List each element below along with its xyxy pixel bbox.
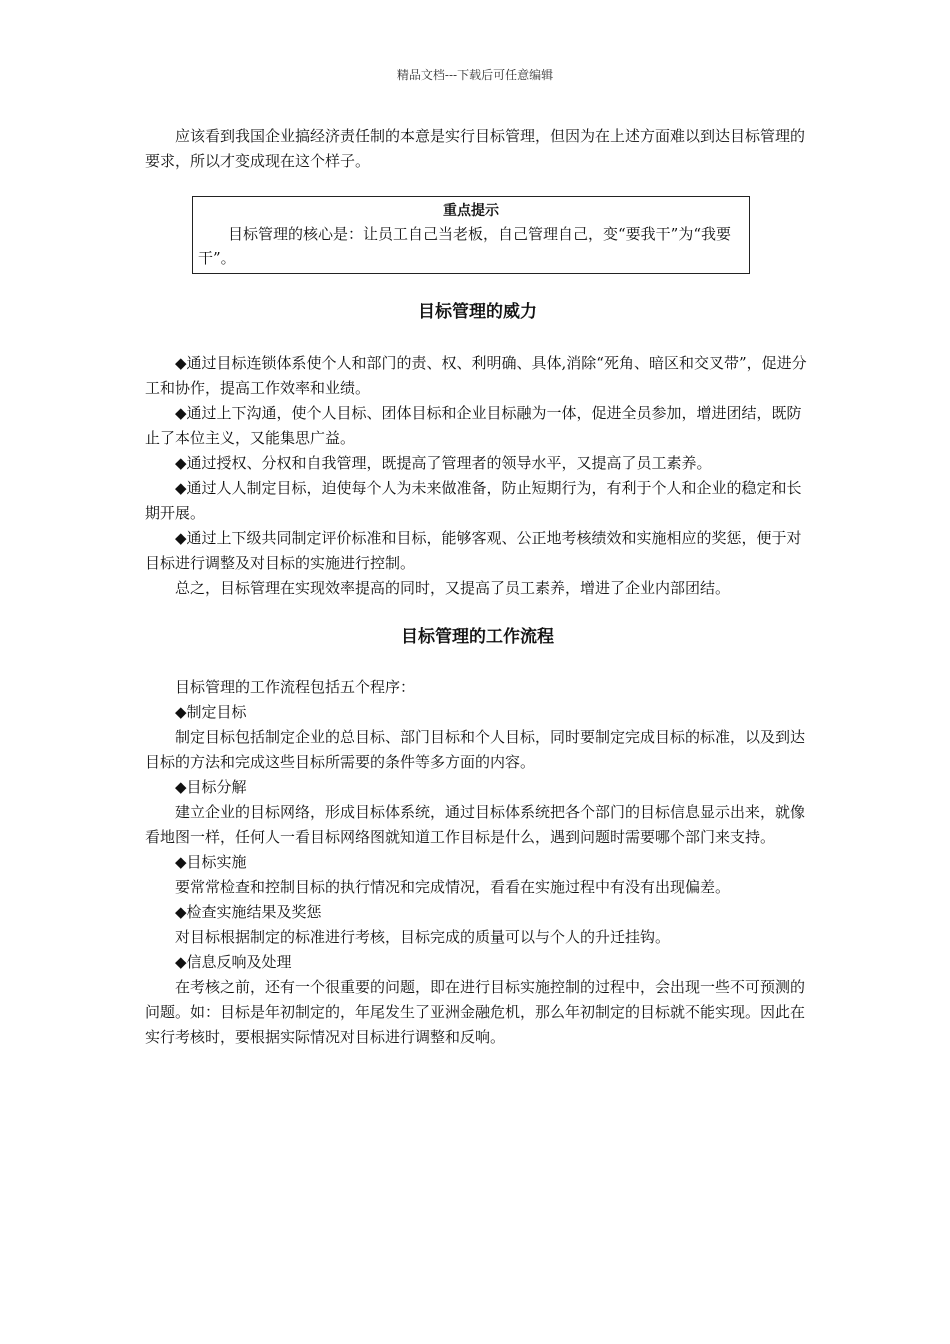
section-title-workflow: 目标管理的工作流程 (401, 627, 554, 647)
step-heading: ◆目标分解 (175, 778, 247, 796)
bullet-paragraph: ◆通过上下级共同制定评价标准和目标，能够客观、公正地考核绩效和实施相应的奖惩，便于对目标进行调整及对目标的实施进行控制。 (145, 529, 802, 572)
intro-paragraph: 应该看到我国企业搞经济责任制的本意是实行目标管理，但因为在上述方面难以到达目标管理的要求，所以才变成现在这个样子。 (145, 127, 806, 170)
step-text: 建立企业的目标网络，形成目标体系统，通过目标体系统把各个部门的目标信息显示出来，就像看地图一样，任何人一看目标网络图就知道工作目标是什么，遇到问题时需要哪个部门来支持。 (145, 803, 806, 846)
document-body (145, 124, 810, 1050)
bullet-paragraph: ◆通过上下沟通，使个人目标、团体目标和企业目标融为一体，促进全员参加，增进团结，既防止了本位主义，又能集思广益。 (145, 404, 802, 447)
step-text: 对目标根据制定的标准进行考核，目标完成的质量可以与个人的升迁挂钩。 (175, 928, 671, 946)
key-tip-body: 目标管理的核心是：让员工自己当老板，自己管理自己，变“要我干”为“我要干”。 (198, 225, 732, 267)
step-heading: ◆检查实施结果及奖惩 (175, 903, 322, 921)
step-text: 在考核之前，还有一个很重要的问题，即在进行目标实施控制的过程中，会出现一些不可预测的问题。如：目标是年初制定的，年尾发生了亚洲金融危机，那么年初制定的目标就不能实现。因此在实行考核时，要根据实际情况对目标进行调整和反响。 (145, 978, 806, 1046)
bullet-paragraph: ◆通过目标连锁体系使个人和部门的责、权、利明确、具体,消除“死角、暗区和交叉带”，促进分工和协作，提高工作效率和业绩。 (145, 354, 807, 397)
step-heading: ◆信息反响及处理 (175, 953, 292, 971)
section-title-power: 目标管理的威力 (418, 302, 537, 322)
step-heading: ◆目标实施 (175, 853, 247, 871)
step-text: 制定目标包括制定企业的总目标、部门目标和个人目标，同时要制定完成目标的标准，以及到达目标的方法和完成这些目标所需要的条件等多方面的内容。 (145, 728, 806, 771)
key-tip-box (192, 196, 750, 274)
bullet-paragraph: ◆通过授权、分权和自我管理，既提高了管理者的领导水平，又提高了员工素养。 (175, 454, 712, 472)
bullet-paragraph: ◆通过人人制定目标，迫使每个人为未来做准备，防止短期行为，有利于个人和企业的稳定和长期开展。 (145, 479, 802, 522)
step-heading: ◆制定目标 (175, 703, 247, 721)
workflow-intro: 目标管理的工作流程包括五个程序： (175, 678, 416, 696)
key-tip-title: 重点提示 (443, 203, 499, 219)
step-text: 要常常检查和控制目标的执行情况和完成情况，看看在实施过程中有没有出现偏差。 (175, 878, 731, 896)
summary-paragraph: 总之，目标管理在实现效率提高的同时，又提高了员工素养，增进了企业内部团结。 (175, 579, 731, 597)
page-header: 精品文档---下载后可任意编辑 (396, 68, 554, 82)
